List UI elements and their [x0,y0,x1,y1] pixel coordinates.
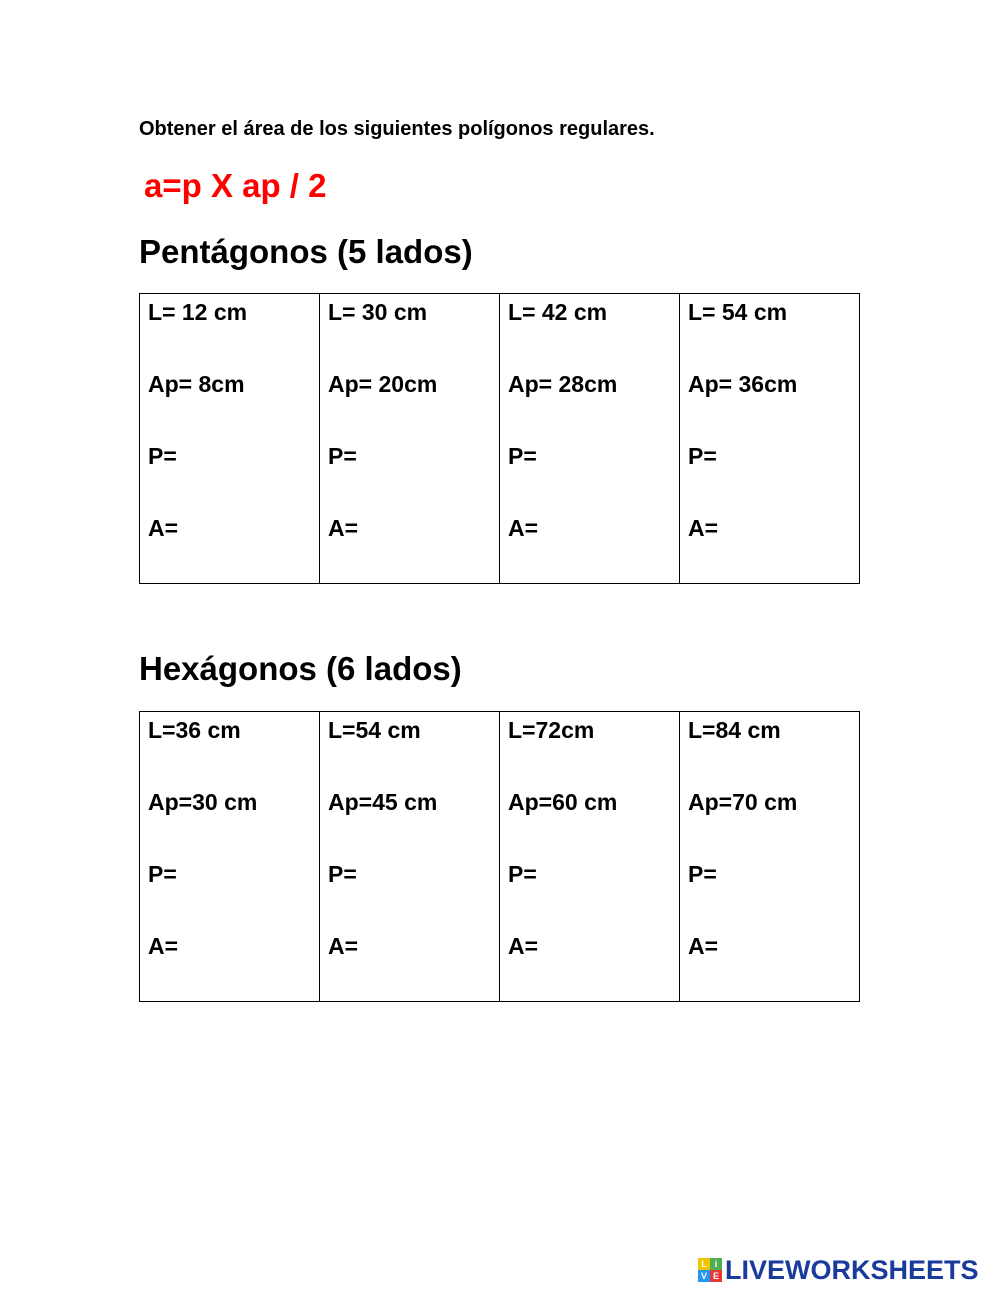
pentagons-title: Pentágonos (5 lados) [139,233,473,270]
pentagons-table [139,293,860,584]
apothem: Ap= 20cm [328,371,438,397]
apothem: Ap=45 cm [328,789,438,815]
pentagon-cell-1 [140,294,320,584]
hexagon-cell-2 [320,712,500,1002]
liveworksheets-brand [698,1255,979,1285]
perimeter-answer[interactable]: P= [148,861,177,887]
area-answer[interactable]: A= [148,933,179,959]
side-length: L=84 cm [688,717,781,743]
hexagon-cell-1 [140,712,320,1002]
apothem: Ap= 28cm [508,371,618,397]
perimeter-answer[interactable]: P= [328,861,357,887]
area-answer[interactable]: A= [508,933,539,959]
brand-name: LIVEWORKSHEETS [725,1254,979,1285]
apothem: Ap= 36cm [688,371,798,397]
hexagon-cell-4 [680,712,860,1002]
apothem: Ap=60 cm [508,789,618,815]
hexagons-table [139,711,860,1002]
hexagon-cell-3 [500,712,680,1002]
logo-tile: E [710,1270,722,1282]
liveworksheets-logo-icon [698,1258,722,1282]
perimeter-answer[interactable]: P= [508,861,537,887]
perimeter-answer[interactable]: P= [328,443,357,469]
pentagon-cell-4 [680,294,860,584]
area-answer[interactable]: A= [148,515,179,541]
perimeter-answer[interactable]: P= [148,443,177,469]
area-answer[interactable]: A= [688,933,719,959]
side-length: L=72cm [508,717,595,743]
apothem: Ap=30 cm [148,789,258,815]
logo-tile: i [710,1258,722,1270]
perimeter-answer[interactable]: P= [508,443,537,469]
pentagon-cell-3 [500,294,680,584]
apothem: Ap=70 cm [688,789,798,815]
area-answer[interactable]: A= [688,515,719,541]
pentagon-cell-2 [320,294,500,584]
hexagons-title: Hexágonos (6 lados) [139,650,462,687]
table-row [140,712,860,1002]
perimeter-answer[interactable]: P= [688,443,717,469]
area-formula: a=p X ap / 2 [144,167,327,204]
apothem: Ap= 8cm [148,371,245,397]
area-answer[interactable]: A= [508,515,539,541]
side-length: L= 42 cm [508,299,608,325]
side-length: L= 30 cm [328,299,428,325]
side-length: L=54 cm [328,717,421,743]
instruction-text: Obtener el área de los siguientes polígonos regulares. [139,118,655,140]
side-length: L= 54 cm [688,299,788,325]
side-length: L= 12 cm [148,299,248,325]
side-length: L=36 cm [148,717,241,743]
logo-tile: V [698,1270,710,1282]
area-answer[interactable]: A= [328,933,359,959]
table-row [140,294,860,584]
logo-tile: L [698,1258,710,1270]
area-answer[interactable]: A= [328,515,359,541]
perimeter-answer[interactable]: P= [688,861,717,887]
